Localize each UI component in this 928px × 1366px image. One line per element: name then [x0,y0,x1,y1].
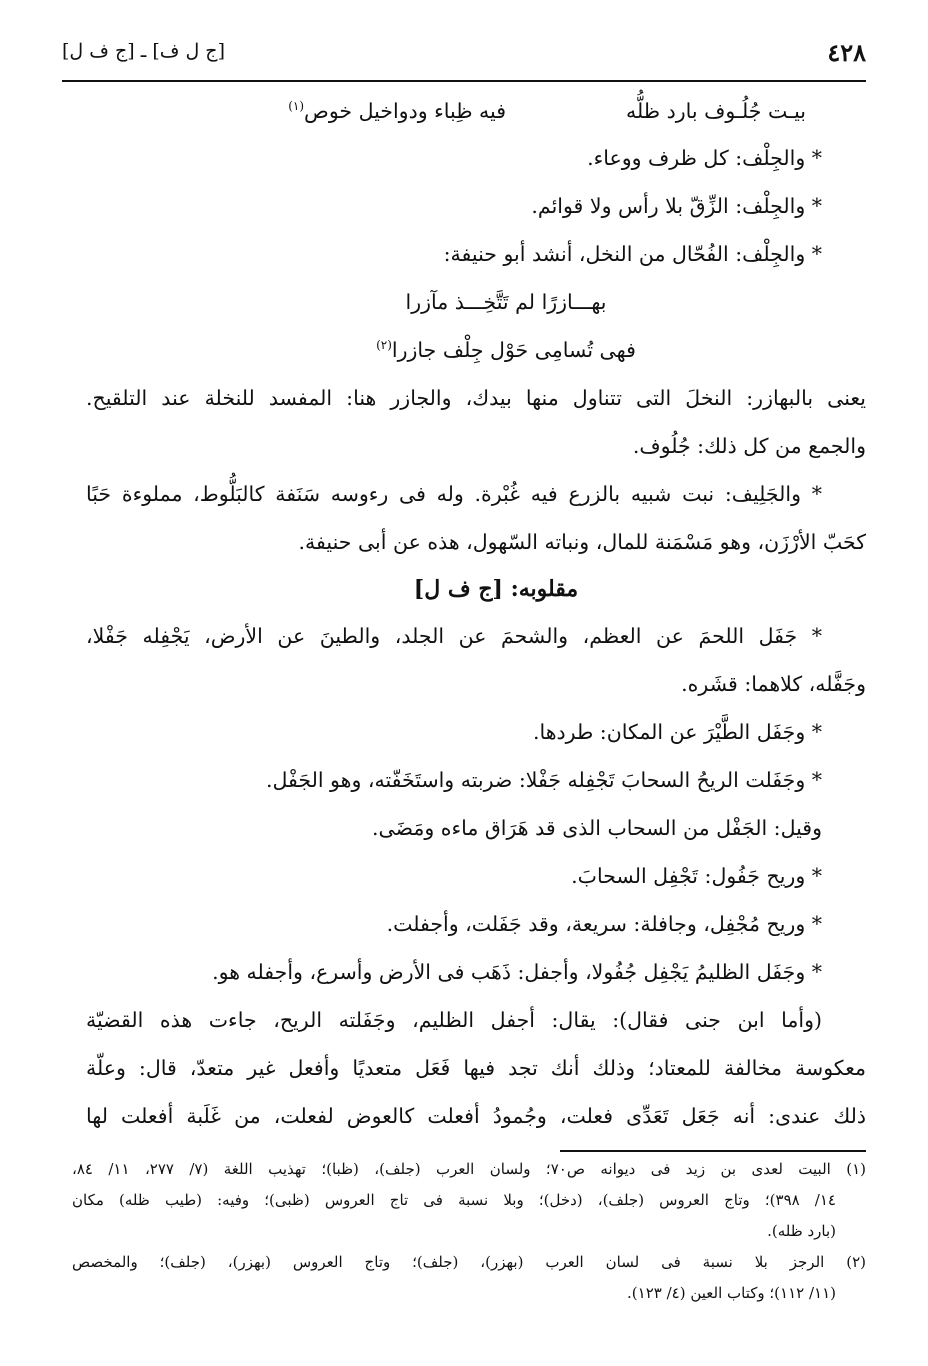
section-heading: مقلوبه: [ج ف ل] [413,576,579,602]
footnote-rule [560,1150,866,1152]
body-line: يعنى بالبهازر: النخلَ التى تتناول منها بيدك، والجازر هنا: المفسد للنخلة عند التلقيح. [86,386,866,410]
rajaz-line-text: فهى تُسامِى حَوْل جِلْف جازرا [391,338,636,362]
entry-line: * وريح مُجْفِل، وجافلة: سريعة، وقد جَفَلت، وأجفلت. [386,912,822,936]
body-line: وجَفَّله، كلاهما: قشَره. [681,672,866,696]
footnotes [72,1154,866,1309]
body-line: وقيل: الجَفْل من السحاب الذى قد هَرَاق ماءه ومَضَى. [371,816,822,840]
verse-hemistich-first: بيـت جُلُـوف بارد ظلُّه [626,99,806,123]
entry-line: * والجِلْف: الزِّقّ بلا رأس ولا قوائم. [531,194,822,218]
footnote-line: (١١/ ١١٢)؛ وكتاب العين (٤/ ١٢٣). [627,1284,836,1302]
entry-line: * والجِلْف: كل ظرف ووعاء. [587,146,822,170]
footnote-line: (بارد ظله). [767,1222,836,1240]
footnote-line: (٢) الرجز بلا نسبة فى لسان العرب (بهزر)، (جلف)؛ وتاج العروس (بهزر)، (جلف)؛ والمخصص [72,1253,866,1271]
main-text [86,88,866,1140]
footnote-line: ١٤/ ٣٩٨)؛ وتاج العروس (جلف)، (دخل)؛ وبلا نسبة فى تاج العروس (ظبى)؛ وفيه: (طيب ظله) مكان [72,1191,836,1209]
entry-line: * وريح جَفُول: تَجْفِل السحابَ. [571,864,822,888]
footnote-ref-2: (٢) [376,338,392,353]
entry-line: * والجِلْف: الفُحّال من النخل، أنشد أبو حنيفة: [443,242,822,266]
footnote-ref-1: (١) [288,99,305,114]
verse-hemistich-second-text: فيه ظِباء ودواخيل خوص [304,99,506,123]
footnote-line: (١) البيت لعدى بن زيد فى ديوانه ص٧٠؛ ولسان العرب (جلف)، (ظبا)؛ تهذيب اللغة (٧/ ٢٧٧، ١١/ ٨٤، [72,1160,866,1178]
body-line: والجمع من كل ذلك: جُلُوف. [632,434,866,458]
verse-hemistich-second [288,88,506,134]
running-head: [ج ل ف] ـ [ج ف ل] [62,40,225,62]
body-line: (وأما ابن جنى فقال): يقال: أجفل الظليم، وجَفَلته الريح، جاءت هذه القضيّة [86,1008,822,1032]
rajaz-line: بهـــازرًا لم تَتَّخِـــذ مآزرا [405,290,607,314]
body-line: معكوسة مخالفة للمعتاد؛ وذلك أنك تجد فيها فَعَل متعديًا وأفعل غير متعدّ، قال: وعلّة [86,1056,866,1080]
entry-line: * جَفَل اللحمَ عن العظم، والشحمَ عن الجلد، والطينَ عن الأرض، يَجْفِله جَفْلا، [86,624,822,648]
entry-line: * وجَفَلت الريحُ السحابَ تَجْفِله جَفْلا: ضربته واستَخَفّته، وهو الجَفْل. [265,768,822,792]
page-header [62,38,866,82]
entry-line: * وجَفَل الظليمُ يَجْفِل جُفُولا، وأجفل: ذَهَب فى الأرض وأسرع، وأجفله هو. [212,960,822,984]
page-number: ٤٢٨ [827,38,866,67]
body-line: كحَبّ الأرْزَن، وهو مَسْمَنة للمال، ونباته السّهول، هذه عن أبى حنيفة. [298,530,866,554]
body-line: ذلك عندى: أنه جَعَل تَعَدِّى فعلت، وجُمودُ أفعلت كالعوض لفعلت، من غَلَبة أفعلت لها [86,1104,866,1128]
verse-line [86,88,866,134]
rajaz-line [86,326,866,374]
entry-line: * وجَفَل الطَّيْرَ عن المكان: طردها. [532,720,822,744]
entry-line: * والجَلِيف: نبت شبيه بالزرع فيه غُبْرة. وله فى رءوسه سَنَفة كالبَلُّوط، مملوءة حَبًا [86,482,822,506]
